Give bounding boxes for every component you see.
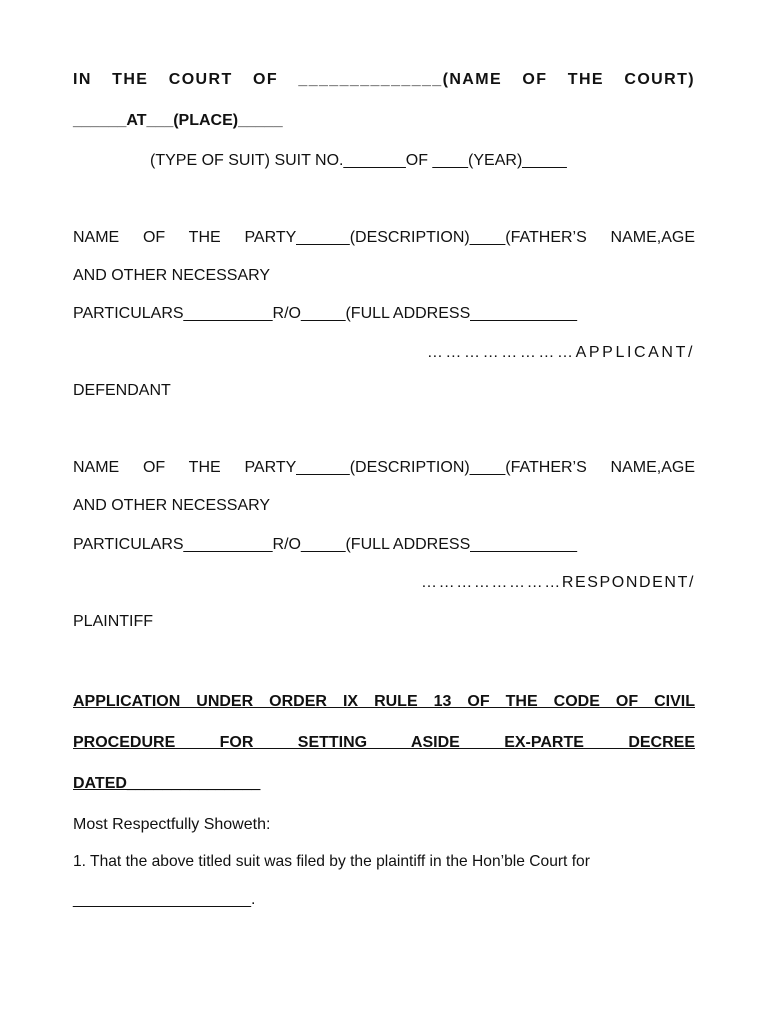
paragraph-1-line-2: ____________________.	[73, 891, 256, 908]
applicant-name-line: NAME OF THE PARTY______(DESCRIPTION)____(FATHER’S NAME,AGE	[73, 229, 695, 246]
respondent-particulars-line-2: PARTICULARS__________R/O_____(FULL ADDRESS____________	[73, 536, 578, 553]
place-heading: ______AT___(PLACE)_____	[73, 112, 283, 129]
applicant-role-label: ……………………APPLICANT/	[426, 344, 695, 361]
paragraph-1-line-1: 1. That the above titled suit was filed by the plaintiff in the Hon’ble Court for	[73, 853, 590, 870]
respondent-name-line: NAME OF THE PARTY______(DESCRIPTION)____(FATHER’S NAME,AGE	[73, 459, 695, 476]
application-title-line-3: DATED_______________	[73, 775, 261, 792]
court-heading: IN THE COURT OF ______________(NAME OF THE COURT)	[73, 71, 695, 88]
applicant-particulars-line-1: AND OTHER NECESSARY	[73, 267, 271, 284]
application-title-line-1: APPLICATION UNDER ORDER IX RULE 13 OF THE CODE OF CIVIL	[73, 693, 695, 710]
applicant-role-continued: DEFENDANT	[73, 382, 171, 399]
salutation: Most Respectfully Showeth:	[73, 816, 271, 833]
application-title-line-2: PROCEDURE FOR SETTING ASIDE EX-PARTE DECREE	[73, 734, 695, 751]
respondent-role-label: ……………………RESPONDENT/	[421, 574, 695, 591]
suit-number-line: (TYPE OF SUIT) SUIT NO._______OF ____(YEAR)_____	[150, 152, 567, 169]
respondent-particulars-line-1: AND OTHER NECESSARY	[73, 497, 271, 514]
applicant-particulars-line-2: PARTICULARS__________R/O_____(FULL ADDRESS____________	[73, 305, 578, 322]
respondent-role-continued: PLAINTIFF	[73, 613, 154, 630]
